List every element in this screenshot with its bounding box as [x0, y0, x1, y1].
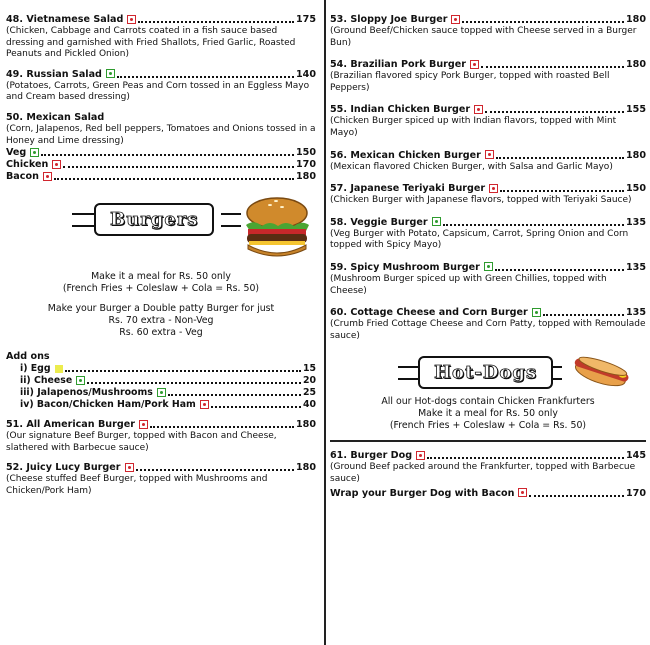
menu-item-desc: (Cheese stuffed Beef Burger, topped with Mushrooms and Chicken/Pork Ham) [6, 474, 268, 496]
menu-item-desc: (Potatoes, Carrots, Green Peas and Corn tossed in an Eggless Mayo and Cream based dressing) [6, 80, 310, 103]
menu-item-name: 49. Russian Salad [6, 68, 102, 80]
menu-item-row [330, 450, 646, 462]
veg-icon [484, 262, 493, 271]
leader-dots [138, 21, 294, 23]
menu-item-price: 180 [625, 59, 646, 71]
burger-icon [242, 195, 312, 261]
menu-item[interactable] [330, 14, 646, 49]
menu-item-name: 60. Cottage Cheese and Corn Burger [330, 307, 528, 319]
veg-icon [157, 388, 166, 397]
menu-item[interactable] [20, 399, 316, 411]
non-veg-icon [474, 105, 483, 114]
menu-item-price: 175 [295, 14, 316, 25]
addons-list [6, 363, 316, 411]
menu-item-name-wrap [20, 363, 63, 375]
menu-item-name-wrap [6, 69, 115, 81]
addons-section [6, 351, 316, 411]
non-veg-icon [518, 488, 527, 497]
menu-item-row [20, 387, 316, 399]
menu-item-name-wrap [330, 262, 493, 274]
menu-item-name-wrap [20, 399, 209, 411]
burgers-header [6, 191, 316, 271]
menu-item-name-wrap [330, 59, 479, 71]
menu-item-row [20, 399, 316, 411]
menu-item-name-wrap [330, 307, 541, 319]
menu-item-name-wrap [330, 104, 483, 116]
leader-dots [427, 457, 624, 459]
menu-item-name: Veg [6, 147, 27, 159]
left-column [6, 0, 316, 506]
menu-item-name: 48. Vietnamese Salad [6, 14, 124, 25]
menu-item-desc: (Chicken, Cabbage and Carrots coated in a fish sauce based dressing and garnished with Fried Shallots, Fried Garlic, Roasted Peanuts and Pickled Onion) [6, 26, 296, 60]
menu-item-desc: (Mexican flavored Chicken Burger, with Salsa and Garlic Mayo) [330, 161, 613, 172]
menu-item-price: 145 [625, 450, 646, 462]
non-veg-icon [52, 160, 61, 169]
column-divider [324, 0, 326, 645]
non-veg-icon [416, 451, 425, 460]
menu-item-name: 61. Burger Dog [330, 450, 413, 462]
menu-item-name-wrap [6, 159, 61, 171]
menu-item-name-wrap [330, 183, 498, 195]
menu-item[interactable] [6, 419, 316, 454]
meal-line-2: (French Fries + Coleslaw + Cola = Rs. 50) [62, 283, 260, 295]
menu-item[interactable] [6, 462, 316, 497]
menu-item-desc: (Mushroom Burger spiced up with Green Chillies, topped with Cheese) [330, 273, 607, 296]
hotdog-list [330, 450, 646, 485]
hotdog-line-2: Make it a meal for Rs. 50 only [418, 408, 558, 420]
menu-item-row [330, 262, 646, 274]
menu-item-price: 180 [295, 419, 316, 431]
leader-dots [443, 224, 624, 226]
meal-line-1: Make it a meal for Rs. 50 only [91, 271, 231, 283]
menu-item-row [20, 375, 316, 387]
leader-dots [543, 314, 624, 316]
veg-icon [76, 376, 85, 385]
menu-item[interactable] [330, 217, 646, 252]
menu-item-name: Bacon [6, 171, 39, 183]
menu-item[interactable] [6, 159, 316, 171]
menu-item-name: iii) Jalapenos/Mushrooms [20, 387, 153, 399]
non-veg-icon [139, 420, 148, 429]
menu-item-name: 51. All American Burger [6, 419, 135, 431]
menu-item-name-wrap [20, 387, 166, 399]
right-column [330, 0, 646, 500]
menu-item-price: 180 [625, 149, 646, 161]
mexican-salad-options [6, 147, 316, 183]
leader-dots [65, 370, 301, 372]
ribbon-line [398, 366, 420, 368]
hotdogs-header [330, 352, 646, 396]
hotdog-info [330, 396, 646, 432]
menu-item-name-wrap [6, 171, 52, 183]
menu-item-name: 56. Mexican Chicken Burger [330, 149, 481, 161]
menu-item-name: ii) Cheese [20, 375, 73, 387]
menu-item[interactable] [330, 59, 646, 94]
menu-item[interactable] [6, 14, 316, 61]
hotdogs-title: Hot-Dogs [418, 356, 553, 389]
menu-item-price: 150 [625, 183, 646, 195]
leader-dots [462, 21, 624, 23]
mexican-salad-desc: (Corn, Jalapenos, Red bell peppers, Tomatoes and Onions tossed in a Honey and Lime dressing) [6, 123, 316, 146]
menu-item-name: 52. Juicy Lucy Burger [6, 462, 121, 474]
menu-item-name: Chicken [6, 159, 49, 171]
leader-dots [529, 495, 624, 497]
menu-item-name: 55. Indian Chicken Burger [330, 104, 471, 116]
menu-item-desc: (Chicken Burger spiced up with Indian flavors, topped with Mint Mayo) [330, 116, 617, 138]
non-veg-icon [125, 463, 134, 472]
menu-item[interactable] [330, 262, 646, 297]
menu-item[interactable] [20, 363, 316, 375]
leader-dots [485, 111, 624, 113]
menu-item-row [330, 59, 646, 71]
double-line-3: Rs. 60 extra - Veg [119, 327, 203, 339]
menu-item[interactable] [330, 307, 646, 342]
menu-item[interactable] [330, 183, 646, 207]
menu-item-price: 15 [302, 363, 316, 375]
leader-dots [211, 406, 301, 408]
right-burger-list [330, 0, 646, 342]
menu-item-price: 135 [625, 216, 646, 228]
menu-item-row [6, 159, 316, 171]
non-veg-icon [470, 60, 479, 69]
menu-item[interactable] [20, 375, 316, 387]
veg-icon [30, 148, 39, 157]
hotdog-line-3: (French Fries + Coleslaw + Cola = Rs. 50) [389, 420, 587, 432]
menu-item-name-wrap [330, 150, 494, 162]
double-line-2: Rs. 70 extra - Non-Veg [108, 315, 214, 327]
ribbon-line [72, 213, 96, 215]
leader-dots [54, 178, 294, 180]
menu-item-name: 54. Brazilian Pork Burger [330, 59, 466, 71]
menu-item-name-wrap [330, 14, 460, 26]
menu-item-name: i) Egg [20, 363, 51, 375]
wrap-price: 170 [625, 487, 646, 499]
double-line-1: Make your Burger a Double patty Burger for just [47, 303, 275, 315]
menu-item-price: 180 [625, 14, 646, 25]
leader-dots [63, 166, 294, 168]
ribbon-line [398, 378, 420, 380]
menu-item-desc: (Veg Burger with Potato, Capsicum, Carrot, Spring Onion and Corn topped with Spicy Mayo) [330, 228, 629, 251]
menu-item-price: 180 [295, 462, 316, 474]
non-veg-icon [200, 400, 209, 409]
non-veg-icon [489, 184, 498, 193]
hotdog-icon [572, 352, 630, 392]
menu-item[interactable] [20, 387, 316, 399]
menu-item-price: 140 [295, 68, 316, 80]
menu-item-name-wrap [6, 147, 39, 159]
menu-item-row [6, 147, 316, 159]
mexican-salad [6, 112, 316, 183]
menu-item-desc: (Our signature Beef Burger, topped with Bacon and Cheese, slathered with Barbecue sauce) [6, 431, 277, 453]
menu-item-name-wrap [6, 462, 134, 474]
menu-item-price: 155 [625, 104, 646, 116]
menu-item[interactable] [330, 450, 646, 485]
menu-item-row [330, 217, 646, 229]
non-veg-icon [127, 15, 136, 24]
menu-item-name-wrap [6, 419, 148, 431]
menu-item-price: 25 [302, 387, 316, 399]
menu-item[interactable] [330, 104, 646, 139]
menu-item[interactable] [6, 171, 316, 183]
menu-item-row [6, 171, 316, 183]
ribbon-line [221, 225, 241, 227]
menu-item-row [330, 307, 646, 319]
leader-dots [500, 190, 624, 192]
hotdog-line-1: All our Hot-dogs contain Chicken Frankfurters [381, 396, 595, 408]
menu-item-wrap[interactable] [330, 488, 646, 500]
hotdog-separator [330, 440, 646, 442]
salad-list [6, 0, 316, 104]
menu-item-row [330, 150, 646, 162]
menu-item-name: 59. Spicy Mushroom Burger [330, 261, 480, 273]
menu-item-price: 150 [295, 147, 316, 159]
leader-dots [496, 157, 624, 159]
menu-item[interactable] [6, 147, 316, 159]
menu-item-price: 40 [302, 399, 316, 411]
menu-item-name-wrap [330, 450, 425, 462]
menu-item-price: 135 [625, 307, 646, 319]
menu-item-name: 57. Japanese Teriyaki Burger [330, 183, 486, 195]
menu-item-price: 170 [295, 159, 316, 171]
leader-dots [150, 426, 294, 428]
leader-dots [117, 76, 294, 78]
menu-item-row [6, 69, 316, 81]
left-burger-list [6, 419, 316, 497]
menu-item-name: 58. Veggie Burger [330, 216, 428, 228]
leader-dots [87, 382, 301, 384]
veg-icon [532, 308, 541, 317]
menu-item-desc: (Ground Beef packed around the Frankfurter, topped with Barbecue sauce) [330, 462, 636, 484]
menu-item[interactable] [330, 150, 646, 174]
addons-title: Add ons [6, 351, 50, 363]
menu-item-desc: (Crumb Fried Cottage Cheese and Corn Patty, topped with Remoulade sauce) [330, 319, 646, 341]
ribbon-line [221, 213, 241, 215]
menu-item-row [6, 419, 316, 431]
wrap-name: Wrap your Burger Dog with Bacon [330, 487, 515, 499]
menu-item-name: 53. Sloppy Joe Burger [330, 14, 448, 25]
menu-item-price: 20 [302, 375, 316, 387]
menu-item-row [6, 14, 316, 26]
menu-item-row [6, 462, 316, 474]
double-patty-offer [6, 303, 316, 339]
egg-icon [55, 365, 63, 373]
menu-item-row [330, 183, 646, 195]
non-veg-icon [485, 150, 494, 159]
non-veg-icon [43, 172, 52, 181]
menu-item-row [20, 363, 316, 375]
non-veg-icon [451, 15, 460, 24]
menu-item-name-wrap [20, 375, 85, 387]
ribbon-line [72, 225, 96, 227]
veg-icon [106, 69, 115, 78]
menu-item-name-wrap [330, 217, 441, 229]
menu-item-desc: (Brazilian flavored spicy Pork Burger, topped with roasted Bell Peppers) [330, 71, 610, 93]
leader-dots [168, 394, 301, 396]
menu-item-price: 180 [295, 171, 316, 183]
meal-offer [6, 271, 316, 295]
menu-item-desc: (Chicken Burger with Japanese flavors, topped with Teriyaki Sauce) [330, 195, 632, 206]
menu-item-row [330, 14, 646, 26]
menu-item-name-wrap [6, 14, 136, 26]
burgers-title: Burgers [94, 203, 214, 236]
mexican-salad-name: 50. Mexican Salad [6, 111, 105, 123]
veg-icon [432, 217, 441, 226]
leader-dots [41, 154, 294, 156]
menu-item-desc: (Ground Beef/Chicken sauce topped with Cheese served in a Burger Bun) [330, 26, 637, 48]
leader-dots [495, 269, 624, 271]
leader-dots [481, 66, 624, 68]
menu-item[interactable] [6, 69, 316, 104]
menu-item-price: 135 [625, 261, 646, 273]
menu-item-name: iv) Bacon/Chicken Ham/Pork Ham [20, 399, 196, 411]
menu-item-row [330, 104, 646, 116]
leader-dots [136, 469, 294, 471]
